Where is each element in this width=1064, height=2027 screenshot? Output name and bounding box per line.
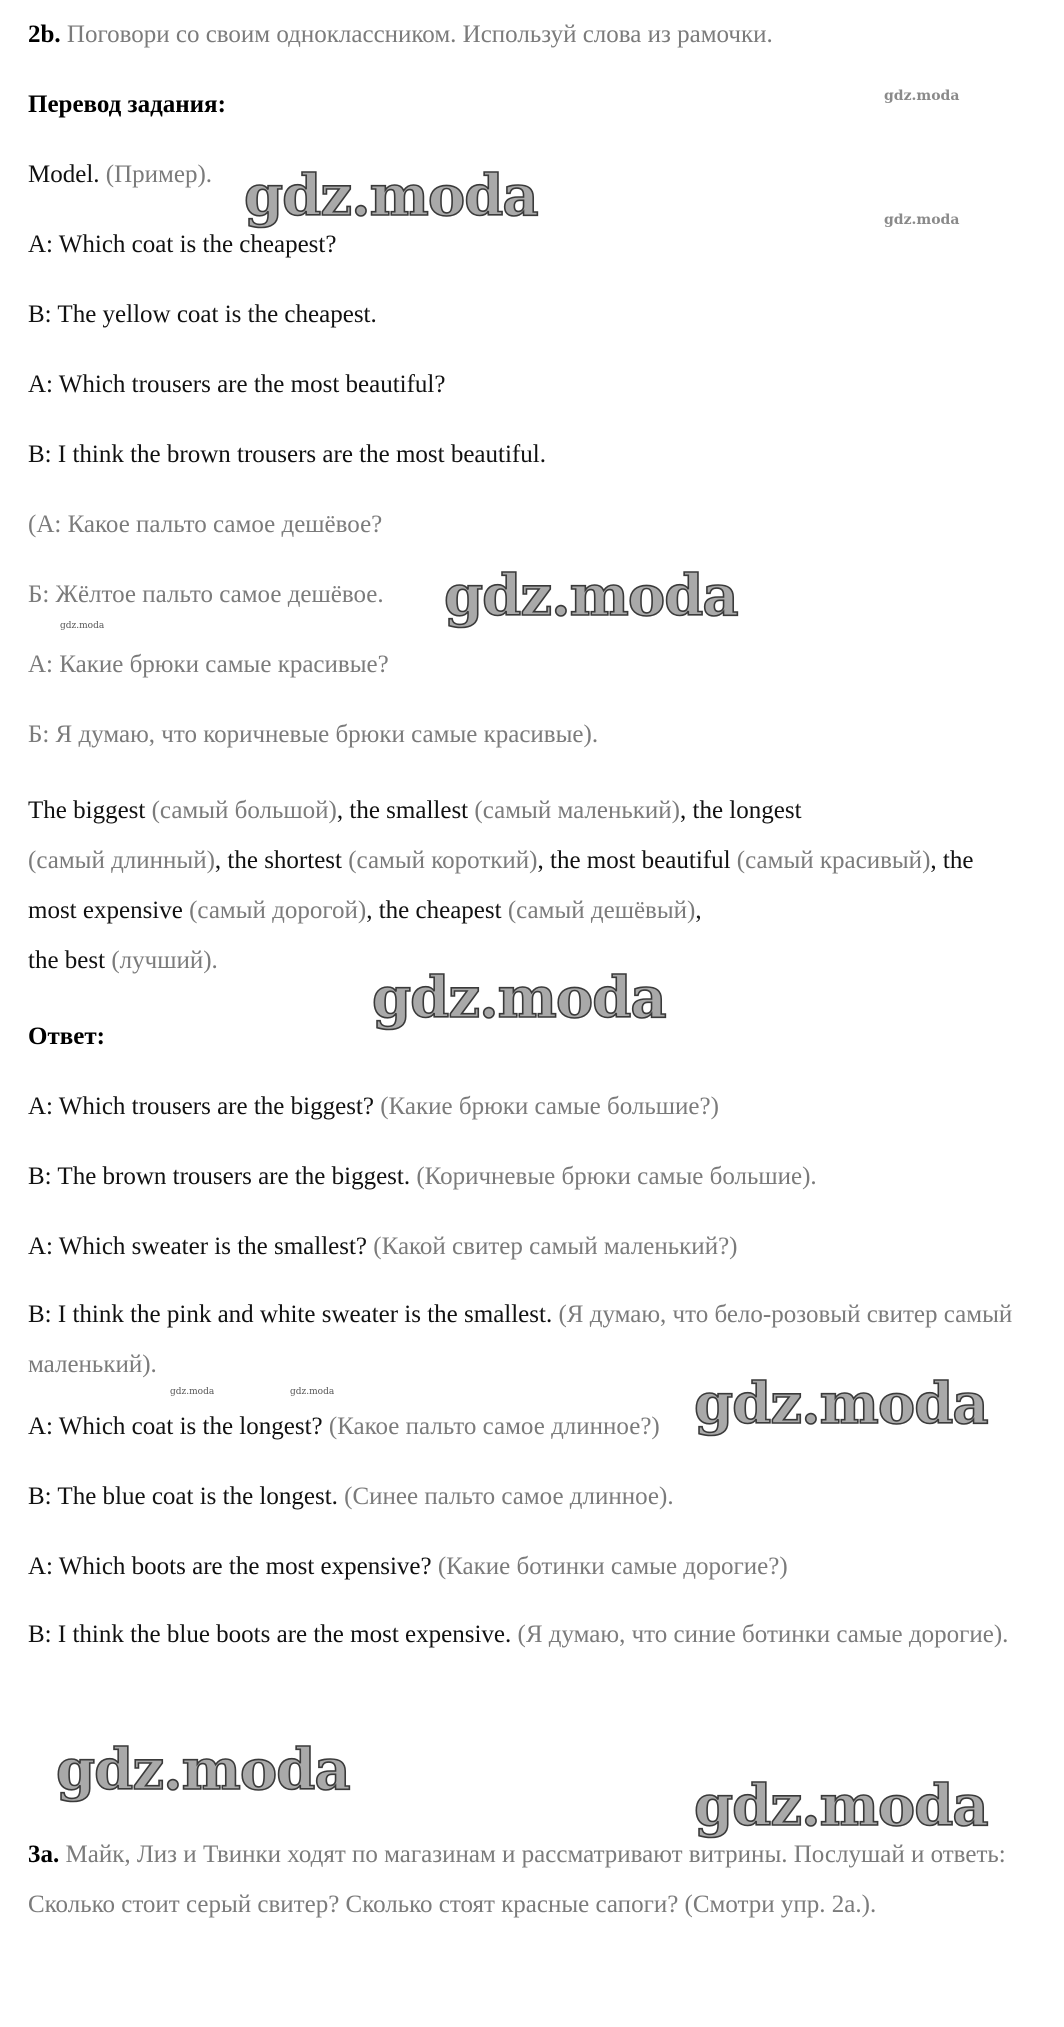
- task-number: 3a.: [28, 1841, 60, 1868]
- watermark-tiny: gdz.moda: [170, 1387, 215, 1397]
- watermark-large: gdz.moda: [372, 965, 666, 1031]
- word-ru: (самый красивый): [730, 847, 931, 874]
- model-line: B: The yellow coat is the cheapest.: [28, 301, 377, 328]
- separator: ,: [336, 797, 350, 824]
- word-box: [28, 786, 1018, 986]
- word: the most beautiful: [550, 847, 731, 874]
- answer-ru: (Я думаю, что синие ботинки самые дорогие).: [511, 1621, 1009, 1648]
- answer-en: B: The brown trousers are the biggest.: [28, 1163, 411, 1190]
- watermark-tiny: gdz.moda: [290, 1387, 335, 1397]
- watermark-small: gdz.moda: [884, 212, 960, 228]
- model-label: [28, 158, 212, 192]
- model-line-ru: Б: Жёлтое пальто самое дешёвое.: [28, 581, 384, 608]
- task-2b-header: [28, 18, 773, 52]
- model-label-en: Model.: [28, 161, 100, 188]
- answer-line: [28, 1230, 738, 1264]
- task-3a-text: Майк, Лиз и Твинки ходят по магазинам и рассматривают витрины. Послушай и ответь: Сколько стоит серый свитер? Сколько стоят красные сапоги? (Смотри упр. 2а.).: [28, 1841, 1006, 1918]
- watermark-tiny: gdz.moda: [60, 621, 105, 631]
- answer-line: [28, 1480, 674, 1514]
- answer-ru: (Коричневые брюки самые большие).: [410, 1163, 817, 1190]
- separator: ,: [695, 897, 702, 924]
- task-3a: [28, 1830, 1018, 1930]
- answer-en: B: I think the blue boots are the most expensive.: [28, 1621, 512, 1648]
- word-ru: (самый дорогой): [182, 897, 367, 924]
- answer-ru: (Я думаю, что бело-розовый свитер самый маленький).: [28, 1301, 1013, 1378]
- task-number: 2b.: [28, 21, 61, 48]
- answer-en: A: Which sweater is the smallest?: [28, 1233, 368, 1260]
- answer-line: [28, 1160, 817, 1194]
- answer-ru: (Какое пальто самое длинное?): [322, 1413, 660, 1440]
- answer-line: [28, 1610, 1018, 1660]
- answer-line: [28, 1550, 788, 1584]
- separator: ,: [930, 847, 943, 874]
- watermark-large: gdz.moda: [694, 1773, 988, 1839]
- watermark-large: gdz.moda: [444, 563, 738, 629]
- watermark-large: gdz.moda: [56, 1737, 350, 1803]
- word: the smallest: [349, 797, 469, 824]
- task-instruction: Поговори со своим одноклассником. Используй слова из рамочки.: [60, 21, 773, 48]
- answer-ru: (Какие брюки самые большие?): [373, 1093, 719, 1120]
- word: The biggest: [28, 797, 146, 824]
- separator: ,: [537, 847, 551, 874]
- model-label-ru: (Пример).: [99, 161, 213, 188]
- answer-en: B: I think the pink and white sweater is the smallest.: [28, 1301, 553, 1328]
- answer-en: A: Which coat is the longest?: [28, 1413, 323, 1440]
- watermark-small: gdz.moda: [884, 88, 960, 104]
- answer-heading: Ответ:: [28, 1023, 105, 1050]
- model-line-ru: (А: Какое пальто самое дешёвое?: [28, 511, 383, 538]
- word-ru: (самый большой): [145, 797, 337, 824]
- word: the shortest: [227, 847, 342, 874]
- answer-ru: (Какие ботинки самые дорогие?): [431, 1553, 788, 1580]
- word: the best: [28, 947, 106, 974]
- model-line-ru: А: Какие брюки самые красивые?: [28, 651, 389, 678]
- word-ru: (лучший).: [105, 947, 218, 974]
- word-ru: (самый дешёвый): [501, 897, 696, 924]
- answer-en: A: Which trousers are the biggest?: [28, 1093, 374, 1120]
- answer-ru: (Синее пальто самое длинное).: [337, 1483, 674, 1510]
- answer-line: [28, 1090, 719, 1124]
- word-ru: (самый длинный): [28, 847, 215, 874]
- word: the longest: [692, 797, 802, 824]
- word-ru: (самый короткий): [341, 847, 538, 874]
- model-line: A: Which coat is the cheapest?: [28, 231, 337, 258]
- answer-ru: (Какой свитер самый маленький?): [367, 1233, 738, 1260]
- translation-heading: Перевод задания:: [28, 91, 226, 118]
- separator: ,: [366, 897, 379, 924]
- model-line-ru: Б: Я думаю, что коричневые брюки самые красивые).: [28, 721, 599, 748]
- word: the cheapest: [378, 897, 502, 924]
- word: the most expensive: [28, 847, 974, 924]
- answer-line: [28, 1410, 660, 1444]
- model-line: A: Which trousers are the most beautiful?: [28, 371, 446, 398]
- watermark-large: gdz.moda: [694, 1371, 988, 1437]
- answer-en: A: Which boots are the most expensive?: [28, 1553, 432, 1580]
- word-ru: (самый маленький): [468, 797, 680, 824]
- answer-en: B: The blue coat is the longest.: [28, 1483, 338, 1510]
- watermark-large: gdz.moda: [244, 163, 538, 229]
- model-line: B: I think the brown trousers are the most beautiful.: [28, 441, 546, 468]
- separator: ,: [214, 847, 228, 874]
- separator: ,: [680, 797, 693, 824]
